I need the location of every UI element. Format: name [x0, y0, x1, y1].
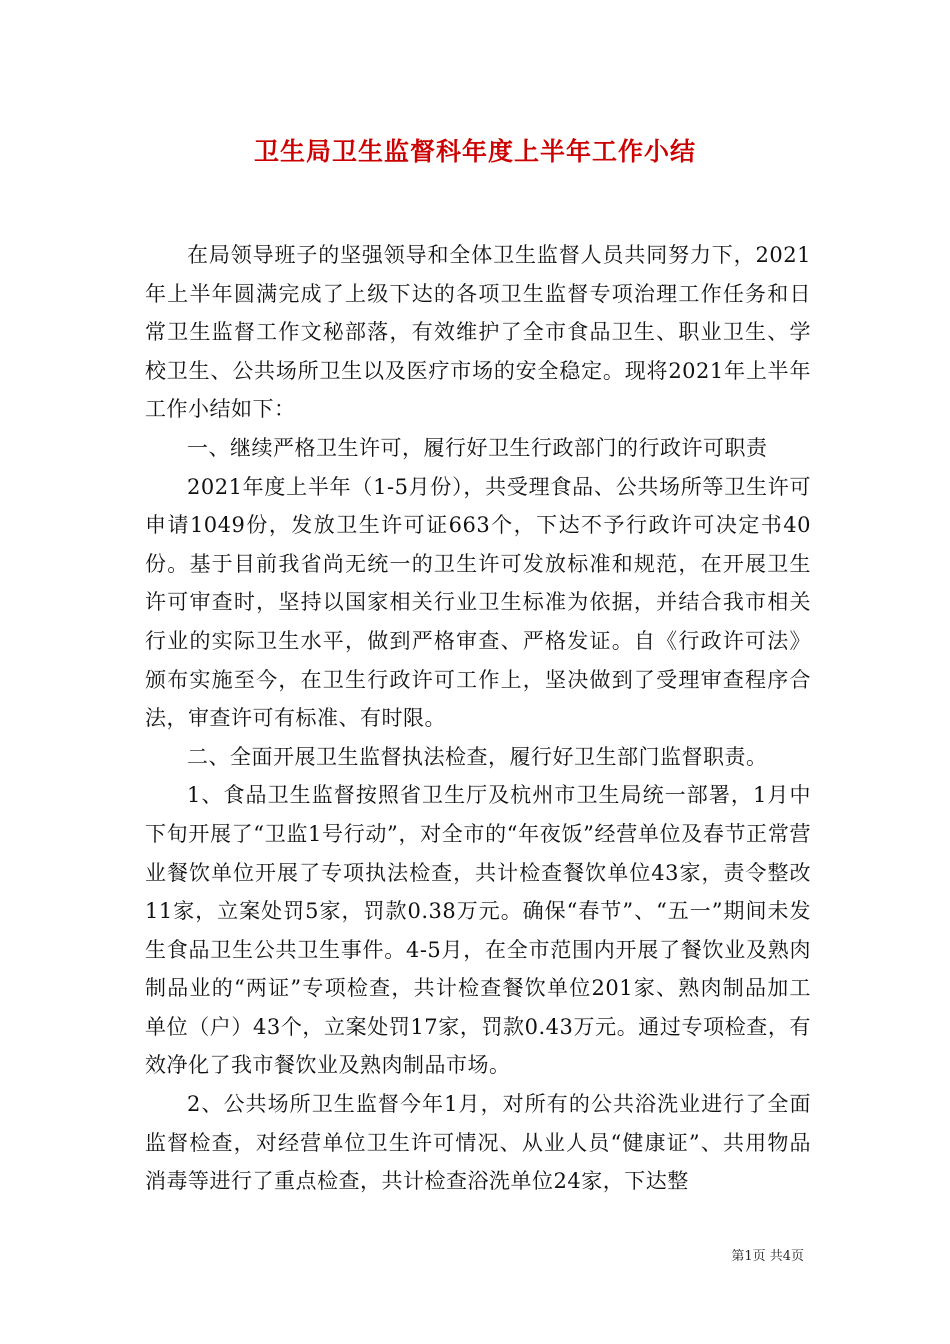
page-number-footer: 第1页 共4页	[731, 1249, 804, 1264]
paragraph-heading-2: 二、全面开展卫生监督执法检查，履行好卫生部门监督职责。	[187, 744, 768, 769]
document-body	[145, 236, 811, 1201]
paragraph-intro: 在局领导班子的坚强领导和全体卫生监督人员共同努力下，2021年上半年圆满完成了上级下达的各项卫生监督专项治理工作任务和日常卫生监督工作文秘部落，有效维护了全市食品卫生、职业卫生、学校卫生、公共场所卫生以及医疗市场的安全稳定。现将2021年上半年工作小结如下：	[145, 243, 811, 422]
paragraph-food-hygiene: 1、食品卫生监督按照省卫生厅及杭州市卫生局统一部署，1月中下旬开展了“卫监1号行动”，对全市的“年夜饭”经营单位及春节正常营业餐饮单位开展了专项执法检查，共计检查餐饮单位43家，责令整改11家，立案处罚5家，罚款0.38万元。确保“春节”、“五一”期间未发生食品卫生公共卫生事件。4-5月，在全市范围内开展了餐饮业及熟肉制品业的“两证”专项检查，共计检查餐饮单位201家、熟肉制品加工单位（户）43个，立案处罚17家，罚款0.43万元。通过专项检查，有效净化了我市餐饮业及熟肉制品市场。	[145, 783, 811, 1078]
paragraph-public-places: 2、公共场所卫生监督今年1月，对所有的公共浴洗业进行了全面监督检查，对经营单位卫生许可情况、从业人员“健康证”、共用物品消毒等进行了重点检查，共计检查浴洗单位24家，下达整	[145, 1092, 811, 1194]
document-title: 卫生局卫生监督科年度上半年工作小结	[253, 137, 696, 166]
paragraph-heading-1: 一、继续严格卫生许可，履行好卫生行政部门的行政许可职责	[187, 435, 768, 460]
paragraph-licensing: 2021年度上半年（1-5月份），共受理食品、公共场所等卫生许可申请1049份，发放卫生许可证663个，下达不予行政许可决定书40份。基于目前我省尚无统一的卫生许可发放标准和规范，在开展卫生许可审查时，坚持以国家相关行业卫生标准为依据，并结合我市相关行业的实际卫生水平，做到严格审查、严格发证。自《行政许可法》颁布实施至今，在卫生行政许可工作上，坚决做到了受理审查程序合法，审查许可有标准、有时限。	[145, 474, 811, 731]
